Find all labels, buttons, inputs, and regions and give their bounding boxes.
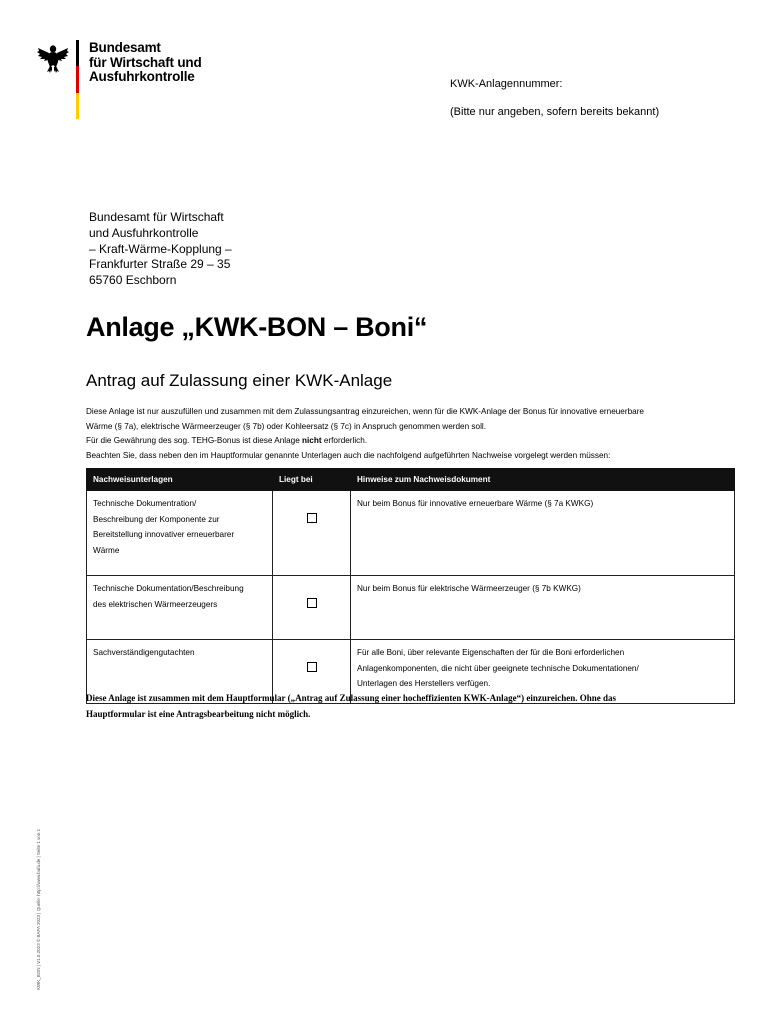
kwk-number-label: KWK-Anlagennummer:	[450, 78, 563, 90]
flag-stripe-red	[76, 66, 79, 93]
kwk-number-hint: (Bitte nur angeben, sofern bereits bekannt)	[450, 106, 660, 118]
note-line: Diese Anlage ist zusammen mit dem Hauptformular („Antrag auf Zulassung einer hocheffizienten KWK-Anlage“) einzureichen. Ohne das	[86, 693, 616, 703]
column-header-attached: Liegt bei	[273, 469, 351, 491]
document-cell	[87, 576, 273, 640]
address-line: Frankfurter Straße 29 – 35	[89, 257, 231, 272]
intro-emphasis: nicht	[302, 436, 322, 445]
address-line: 65760 Eschborn	[89, 273, 177, 288]
attached-checkbox[interactable]	[307, 513, 317, 523]
document-cell	[87, 491, 273, 576]
notes-cell	[351, 491, 735, 576]
cell-line: des elektrischen Wärmeerzeugers	[93, 599, 218, 609]
table-row	[87, 491, 735, 576]
cell-line: Unterlagen des Herstellers verfügen.	[357, 679, 491, 688]
cell-line: Technische Dokumentation/Beschreibung	[93, 584, 244, 593]
table-row	[87, 576, 735, 640]
intro-line	[86, 434, 746, 449]
attached-checkbox[interactable]	[307, 662, 317, 672]
agency-line: Bundesamt	[89, 40, 161, 55]
flag-stripe-gold	[76, 93, 79, 119]
intro-line: Diese Anlage ist nur auszufüllen und zusammen mit dem Zulassungsantrag einzureichen, wenn für die KWK-Anlage der Bonus für innovative erneuerbare	[86, 407, 644, 416]
intro-line: Wärme (§ 7a), elektrische Wärmeerzeuger (§ 7b) oder Kohleersatz (§ 7c) in Anspruch genommen werden soll.	[86, 421, 486, 431]
cell-line: Wärme	[93, 545, 120, 555]
cell-line: Sachverständigengutachten	[93, 648, 195, 657]
cell-line: Nur beim Bonus für innovative erneuerbare Wärme (§ 7a KWKG)	[357, 499, 594, 508]
cell-line: Technische Dokumentration/	[93, 499, 197, 508]
column-header-documents: Nachweisunterlagen	[87, 469, 273, 491]
column-header-notes: Hinweise zum Nachweisdokument	[351, 469, 735, 491]
cell-line: Nur beim Bonus für elektrische Wärmeerzeuger (§ 7b KWKG)	[357, 584, 581, 593]
agency-line: Ausfuhrkontrolle	[89, 69, 195, 84]
intro-text-part: Für die Gewährung des sog. TEHG-Bonus ist diese Anlage	[86, 436, 303, 445]
agency-line: für Wirtschaft und	[89, 54, 202, 70]
intro-text-part: erforderlich.	[321, 436, 368, 445]
address-line: – Kraft-Wärme-Kopplung –	[89, 241, 232, 256]
document-title: Anlage „KWK-BON – Boni“	[86, 312, 428, 342]
attached-cell	[273, 576, 351, 640]
document-subtitle: Antrag auf Zulassung einer KWK-Anlage	[86, 371, 393, 390]
submission-note	[86, 690, 736, 722]
note-line: Hauptformular ist eine Antragsbearbeitung nicht möglich.	[86, 709, 311, 719]
cell-line: Für alle Boni, über relevante Eigenschaften der für die Boni erforderlichen	[357, 648, 625, 657]
flag-stripe-black	[76, 40, 79, 66]
table-header-row	[87, 469, 735, 491]
address-line: und Ausfuhrkontrolle	[89, 225, 199, 240]
federal-eagle-icon	[36, 40, 70, 74]
recipient-address	[89, 210, 232, 289]
cell-line: Beschreibung der Komponente zur	[93, 514, 220, 524]
attached-cell	[273, 491, 351, 576]
address-line: Bundesamt für Wirtschaft	[89, 210, 224, 224]
cell-line: Bereitstellung innovativer erneuerbarer	[93, 530, 235, 539]
evidence-table	[86, 468, 735, 704]
form-metadata: KWK_BON | V1.0.2023 © BAFA 2023 | Quelle: http://www.bafa.de | Seite 1 von 1	[36, 828, 41, 990]
intro-line: Beachten Sie, dass neben den im Hauptformular genannte Unterlagen auch die nachfolgend aufgeführten Nachweise vorgelegt werden müssen:	[86, 450, 611, 460]
notes-cell	[351, 576, 735, 640]
agency-name	[89, 41, 202, 85]
cell-line: Anlagenkomponenten, die nicht über geeignete technische Dokumentationen/	[357, 663, 639, 673]
intro-text	[86, 405, 746, 463]
attached-checkbox[interactable]	[307, 598, 317, 608]
